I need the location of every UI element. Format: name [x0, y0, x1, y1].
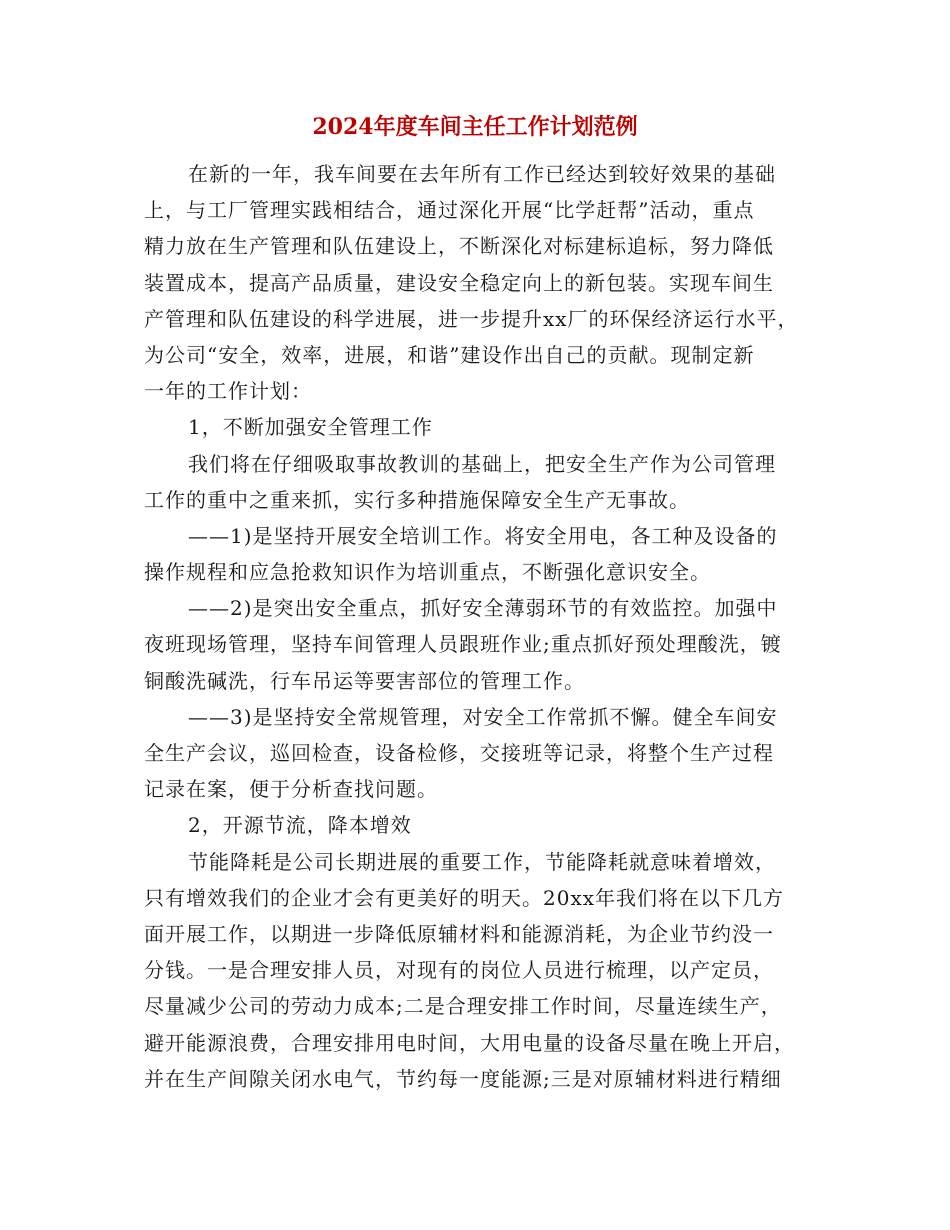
paragraph-line: 全生产会议，巡回检查，设备检修，交接班等记录，将整个生产过程 [144, 741, 774, 765]
paragraph-line: 在新的一年，我车间要在去年所有工作已经达到较好效果的基础 [188, 162, 776, 186]
paragraph-line: 夜班现场管理，坚持车间管理人员跟班作业;重点抓好预处理酸洗，镀 [144, 632, 782, 657]
paragraph-line: 工作的重中之重来抓，实行多种措施保障安全生产无事故。 [144, 487, 690, 512]
paragraph-line: ——1)是坚持开展安全培训工作。将安全用电，各工种及设备的 [188, 523, 778, 548]
paragraph-line: 面开展工作，以期进一步降低原辅材料和能源消耗，为企业节约没一 [144, 921, 774, 946]
paragraph-line: 精力放在生产管理和队伍建设上，不断深化对标建标追标，努力降低 [144, 234, 774, 259]
paragraph-line: 我们将在仔细吸取事故教训的基础上，把安全生产作为公司管理 [188, 451, 776, 476]
paragraph-line: 分钱。一是合理安排人员，对现有的岗位人员进行梳理，以产定员， [144, 958, 774, 983]
paragraph-line: 装置成本，提高产品质量，建设安全稳定向上的新包装。实现车间生 [144, 270, 774, 295]
paragraph-line: ——2)是突出安全重点，抓好安全薄弱环节的有效监控。加强中 [188, 596, 778, 621]
paragraph-line: ——3)是坚持安全常规管理，对安全工作常抓不懈。健全车间安 [188, 704, 778, 729]
paragraph-line: 铜酸洗碱洗，行车吊运等要害部位的管理工作。 [144, 668, 585, 693]
paragraph-line: 上，与工厂管理实践相结合，通过深化开展“比学赶帮”活动，重点 [144, 198, 755, 223]
paragraph-line: 记录在案，便于分析查找问题。 [144, 777, 438, 802]
paragraph-line: 只有增效我们的企业才会有更美好的明天。20xx年我们将在以下几方 [144, 885, 785, 910]
paragraph-line: 1，不断加强安全管理工作 [188, 415, 433, 440]
paragraph-line: 尽量减少公司的劳动力成本;二是合理安排工作时间，尽量连续生产， [144, 994, 782, 1019]
paragraph-line: 节能降耗是公司长期进展的重要工作，节能降耗就意味着增效， [188, 849, 776, 874]
paragraph-line: 操作规程和应急抢救知识作为培训重点，不断强化意识安全。 [144, 560, 711, 585]
paragraph-line: 产管理和队伍建设的科学进展，进一步提升xx厂的环保经济运行水平， [144, 306, 799, 331]
document-title: 2024年度车间主任工作计划范例 [312, 114, 638, 140]
document-body [144, 156, 816, 1097]
paragraph-line: 为公司“安全，效率，进展，和谐”建设作出自己的贡献。现制定新 [144, 342, 755, 367]
paragraph-line: 并在生产间隙关闭水电气，节约每一度能源;三是对原辅材料进行精细 [144, 1066, 782, 1091]
paragraph-line: 一年的工作计划： [144, 379, 312, 404]
paragraph-line: 避开能源浪费，合理安排用电时间，大用电量的设备尽量在晚上开启， [144, 1030, 795, 1055]
paragraph-line: 2，开源节流，降本增效 [188, 813, 412, 838]
